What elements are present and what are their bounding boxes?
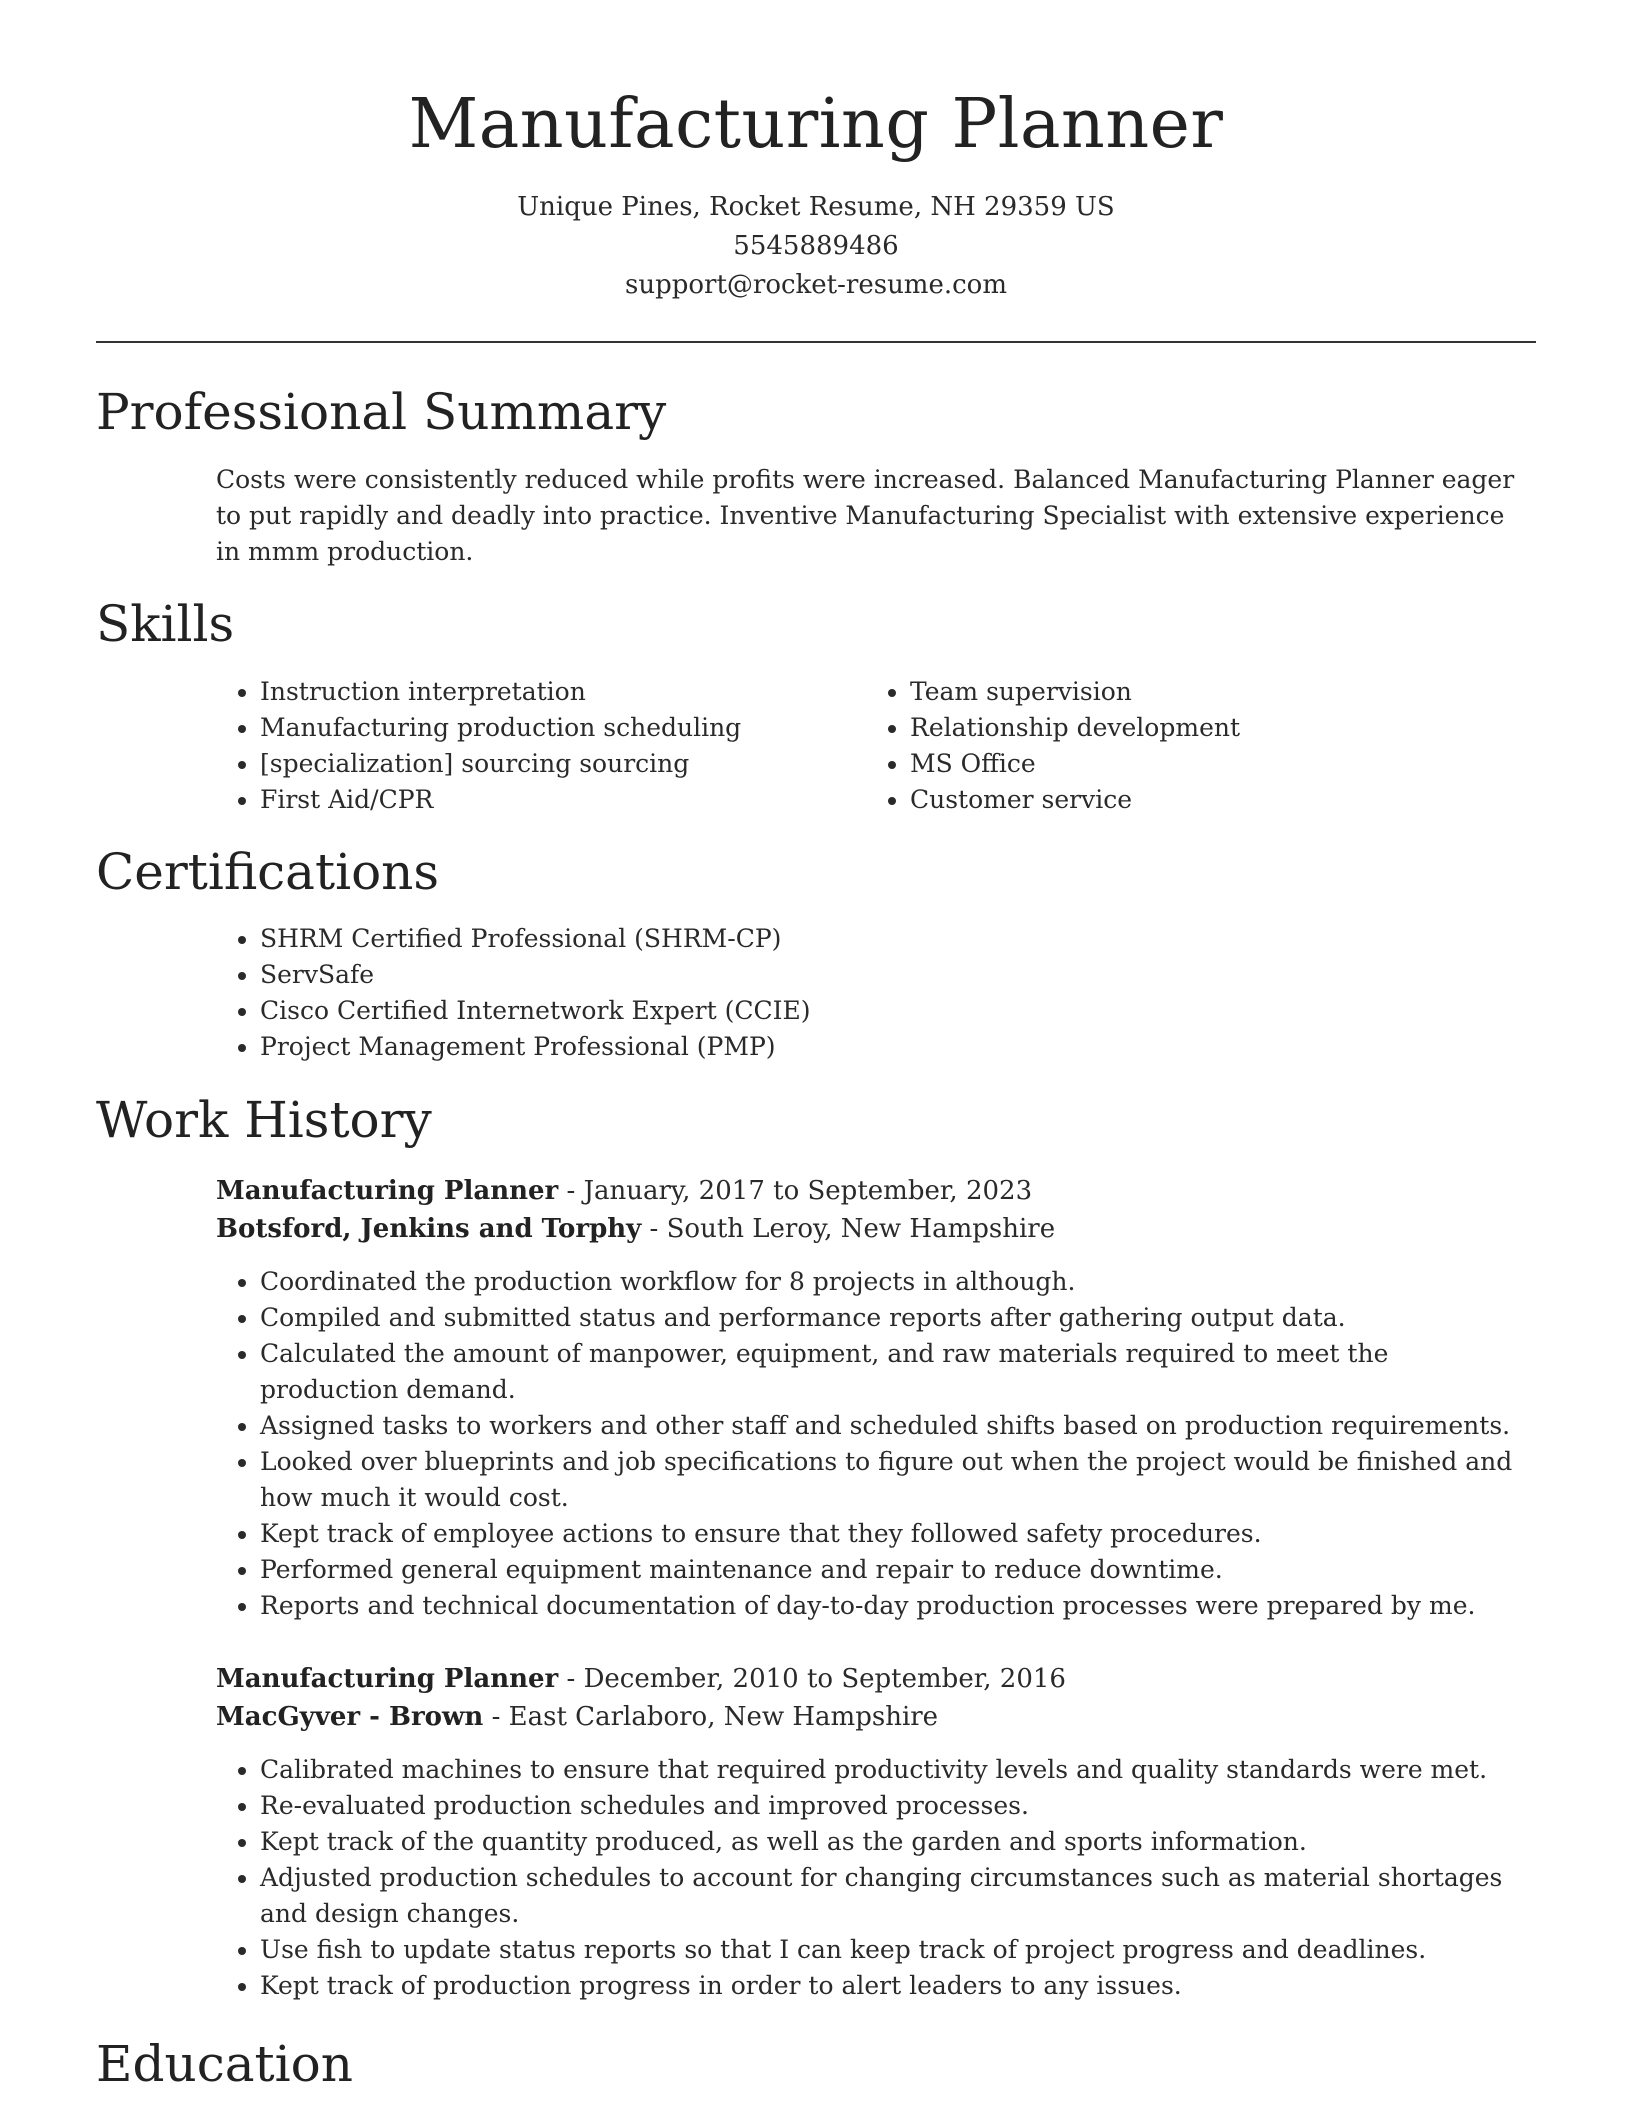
skills-column-right [866,674,1486,818]
job-entry-1 [216,1172,1516,1624]
skills-list-right [866,674,1486,818]
certifications-list [216,921,1516,1065]
certifications-heading: Certifications [96,843,440,901]
job-company: Botsford, Jenkins and Torphy [216,1214,642,1244]
job-title-line: Manufacturing Planner - January, 2017 to September, 2023 [216,1176,1033,1206]
list-item: • Looked over blueprints and job specifications to figure out when the project would be finished and how much it would cost. [260,1444,1516,1516]
job-company-line: MacGyver - Brown - East Carlaboro, New Hampshire [216,1702,939,1732]
list-item: • Project Management Professional (PMP) [260,1029,1516,1065]
header-divider [96,341,1536,343]
education-heading: Education [96,2035,353,2093]
job-location: South Leroy, New Hampshire [666,1214,1056,1244]
list-item: • Cisco Certified Internetwork Expert (CCIE) [260,993,1516,1029]
job-company-line: Botsford, Jenkins and Torphy - South Leroy, New Hampshire [216,1214,1056,1244]
list-item: • Performed general equipment maintenance and repair to reduce downtime. [260,1552,1516,1588]
job-location: East Carlaboro, New Hampshire [508,1702,939,1732]
list-item: • Calibrated machines to ensure that required productivity levels and quality standards were met. [260,1752,1516,1788]
list-item: • Reports and technical documentation of day-to-day production processes were prepared by me. [260,1588,1516,1624]
job-company: MacGyver - Brown [216,1702,484,1732]
skills-heading: Skills [96,595,235,653]
job-entry-2 [216,1660,1516,2004]
list-item: • Adjusted production schedules to account for changing circumstances such as material shortages and design changes. [260,1860,1516,1932]
list-item: • Calculated the amount of manpower, equipment, and raw materials required to meet the production demand. [260,1336,1516,1408]
skills-list-left [216,674,836,818]
resume-header [0,80,1632,305]
list-item: • Compiled and submitted status and performance reports after gathering output data. [260,1300,1516,1336]
job-dates: December, 2010 to September, 2016 [583,1664,1066,1694]
skills-column-left [216,674,836,818]
list-item: • Manufacturing production scheduling [260,710,836,746]
job-bullet-list [216,1264,1516,1624]
list-item: • ServSafe [260,957,1516,993]
email-link[interactable]: support@rocket-resume.com [624,270,1007,300]
candidate-name: Manufacturing Planner [408,85,1224,164]
list-item: • SHRM Certified Professional (SHRM-CP) [260,921,1516,957]
summary-heading: Professional Summary [96,383,667,441]
list-item: • Coordinated the production workflow for 8 projects in although. [260,1264,1516,1300]
list-item: • Kept track of production progress in order to alert leaders to any issues. [260,1968,1516,2004]
list-item: • Customer service [910,782,1486,818]
list-item: • Relationship development [910,710,1486,746]
job-role: Manufacturing Planner [216,1664,559,1694]
list-item: • Assigned tasks to workers and other staff and scheduled shifts based on production requirements. [260,1408,1516,1444]
list-item: • Re-evaluated production schedules and improved processes. [260,1788,1516,1824]
job-title-line: Manufacturing Planner - December, 2010 to September, 2016 [216,1664,1066,1694]
certifications-block [216,921,1516,1065]
list-item: • [specialization] sourcing sourcing [260,746,836,782]
address-text: Unique Pines, Rocket Resume, NH 29359 US [517,192,1115,222]
job-bullet-list [216,1752,1516,2004]
summary-text: Costs were consistently reduced while profits were increased. Balanced Manufacturing Planner eager to put rapidly and deadly into practice. Inventive Manufacturing Specialist with extensive experience in mmm production. [216,465,1515,566]
phone-text: 5545889486 [733,231,899,261]
list-item: • First Aid/CPR [260,782,836,818]
job-role: Manufacturing Planner [216,1176,559,1206]
contact-info [0,188,1632,305]
list-item: • Kept track of the quantity produced, as well as the garden and sports information. [260,1824,1516,1860]
work-history-heading: Work History [96,1091,432,1149]
list-item: • Use fish to update status reports so that I can keep track of project progress and deadlines. [260,1932,1516,1968]
list-item: • MS Office [910,746,1486,782]
list-item: • Kept track of employee actions to ensure that they followed safety procedures. [260,1516,1516,1552]
list-item: • Instruction interpretation [260,674,836,710]
job-dates: January, 2017 to September, 2023 [583,1176,1033,1206]
list-item: • Team supervision [910,674,1486,710]
